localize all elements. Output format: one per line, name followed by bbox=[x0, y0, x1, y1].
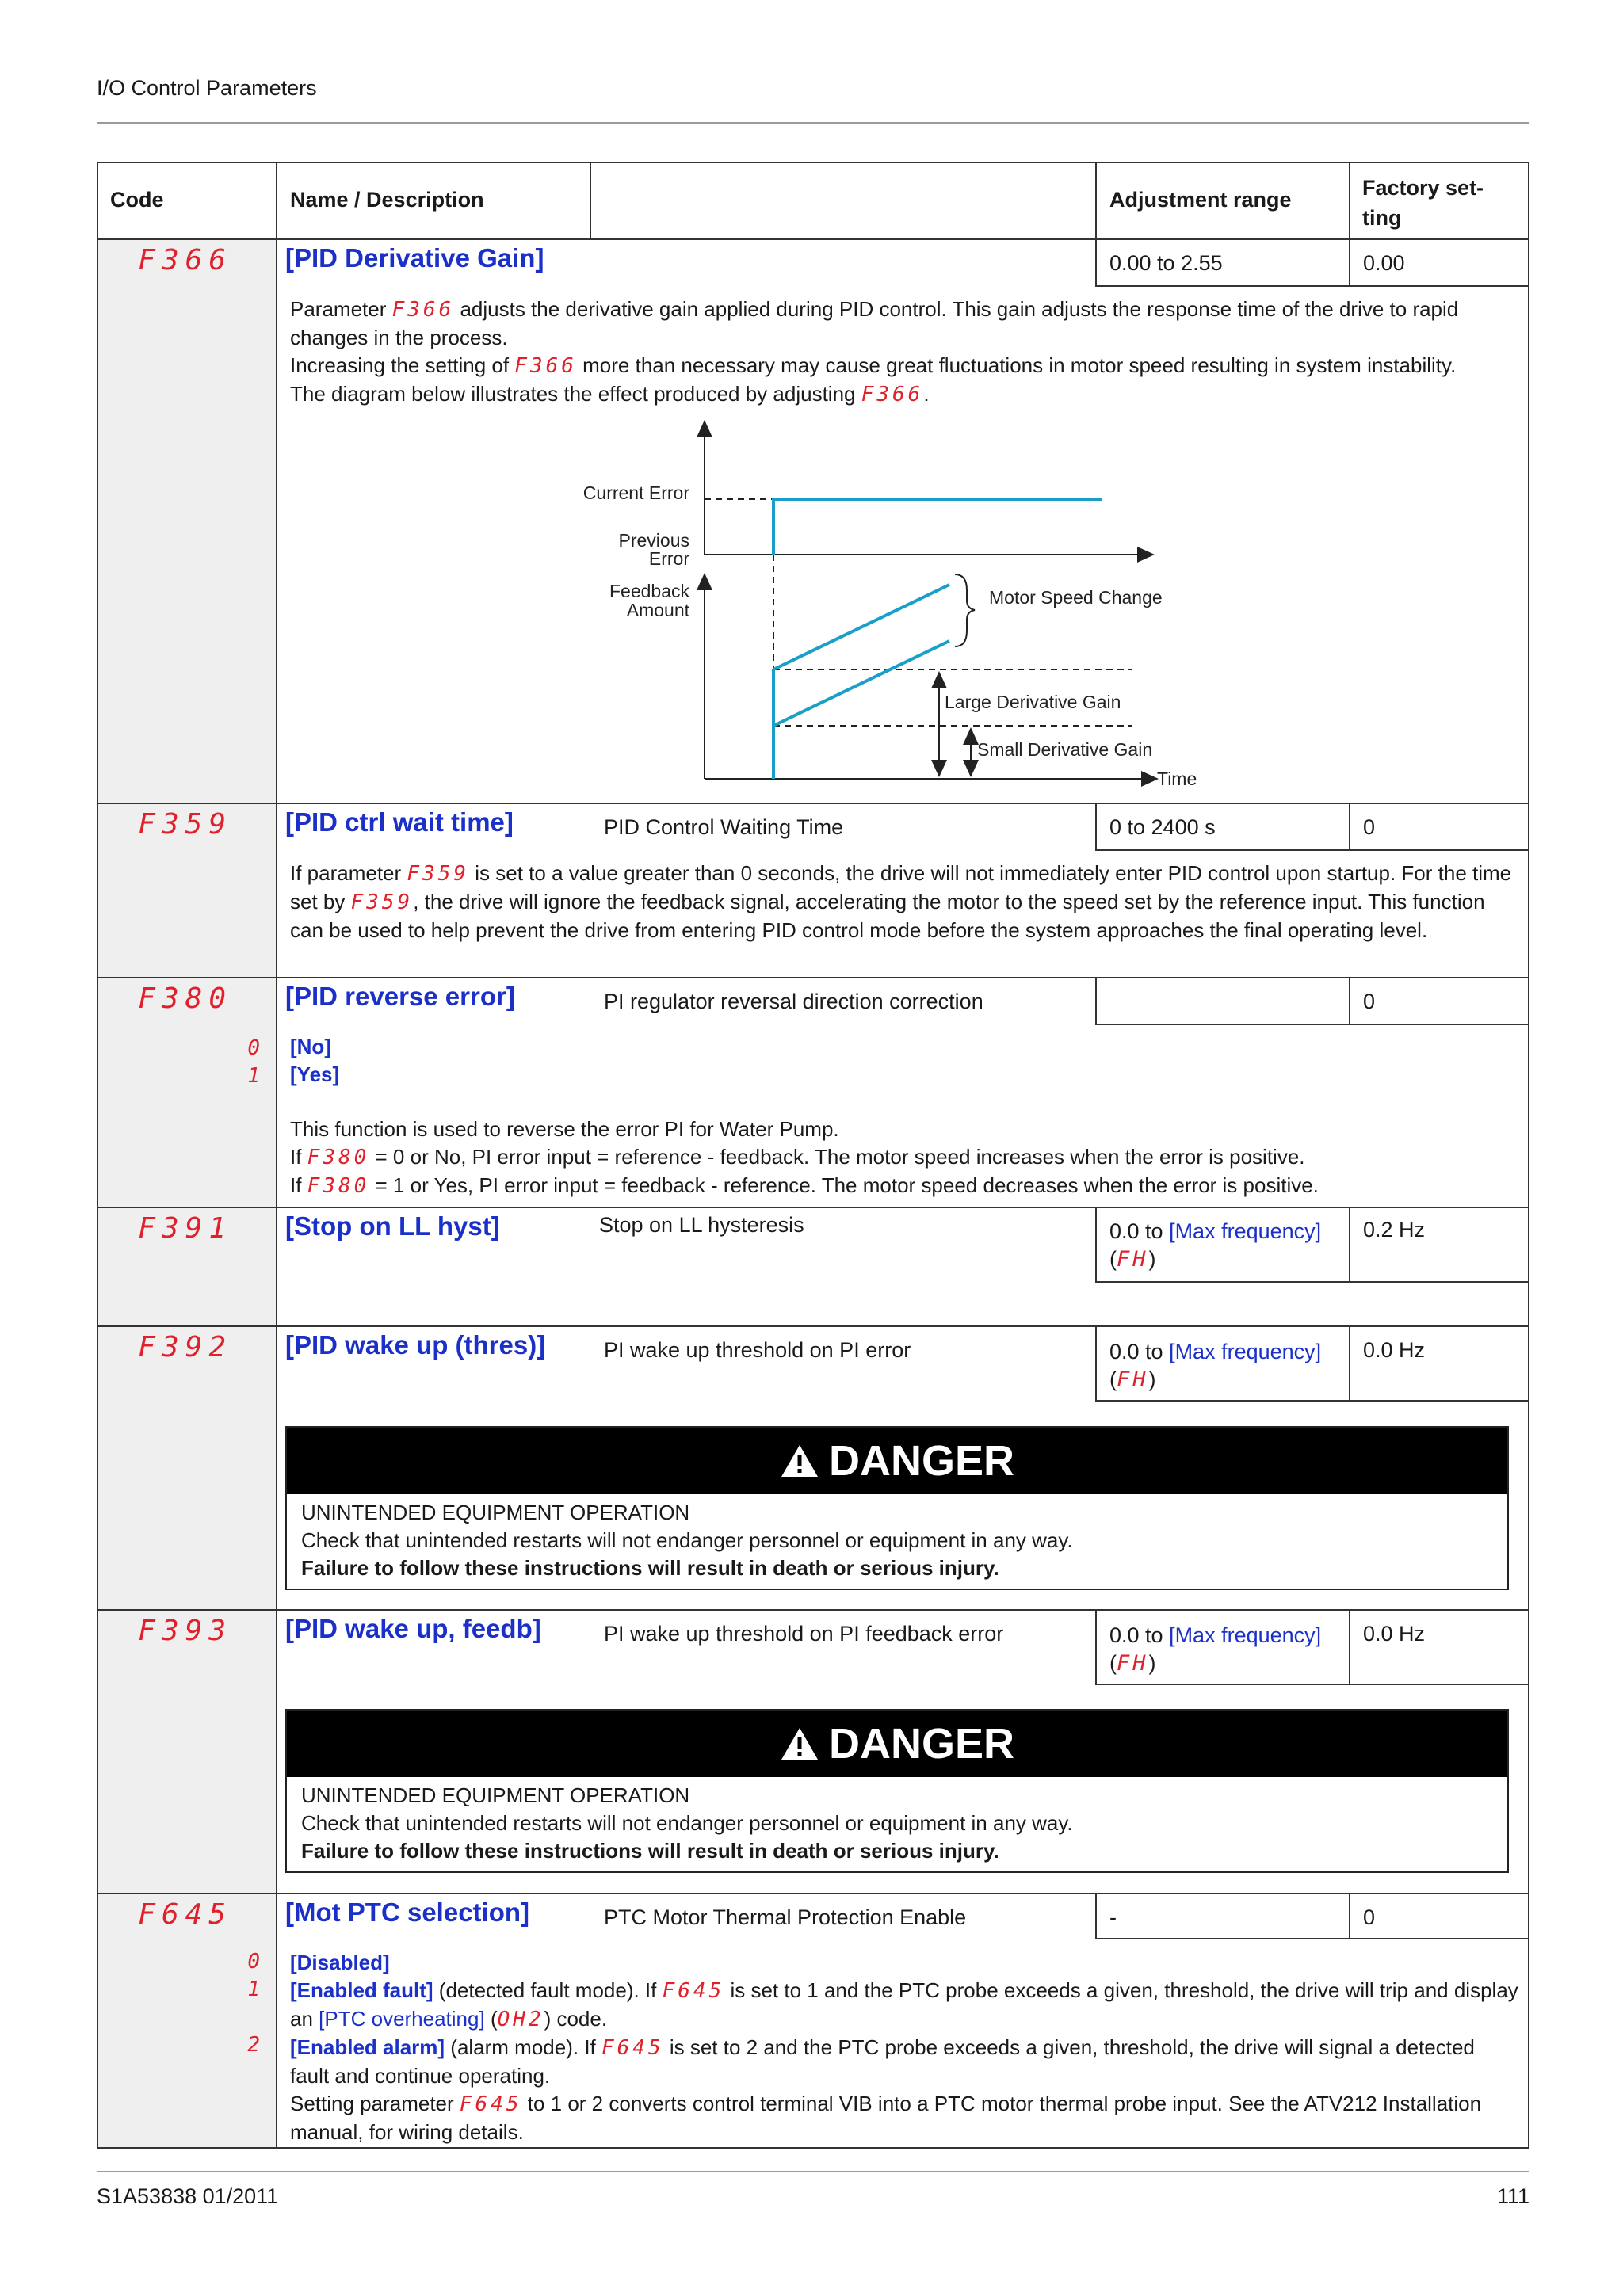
table-border bbox=[1349, 977, 1350, 1024]
value-label-yes: [Yes] bbox=[290, 1062, 340, 1086]
label-time: Time bbox=[1157, 769, 1197, 789]
factory-setting: 0.00 bbox=[1363, 251, 1405, 275]
factory-setting: 0.2 Hz bbox=[1363, 1218, 1426, 1241]
param-name: [PID ctrl wait time] bbox=[285, 807, 514, 837]
label-motor-speed-change: Motor Speed Change bbox=[989, 587, 1163, 608]
param-name: [PID wake up (thres)] bbox=[285, 1330, 546, 1360]
page-header: I/O Control Parameters bbox=[97, 76, 317, 100]
table-border bbox=[1095, 1609, 1097, 1684]
table-border bbox=[97, 1325, 1529, 1327]
table-border bbox=[97, 2147, 1529, 2149]
table-border bbox=[1095, 1281, 1529, 1283]
param-name: [Mot PTC selection] bbox=[285, 1897, 530, 1927]
table-border bbox=[1095, 849, 1529, 851]
large-gain-ramp bbox=[773, 585, 949, 669]
code-cell-bg bbox=[97, 240, 276, 803]
warning-triangle-icon bbox=[780, 1444, 819, 1478]
code-cell-bg bbox=[97, 1327, 276, 1609]
param-short-desc: PI regulator reversal direction correction bbox=[604, 990, 983, 1013]
table-border bbox=[1528, 162, 1529, 2149]
header-rule bbox=[97, 122, 1529, 124]
col-header-range: Adjustment range bbox=[1109, 188, 1292, 212]
label-feedback-1: Feedback bbox=[609, 581, 689, 601]
param-description: This function is used to reverse the error PI for Water Pump. If F380 = 0 or No, PI error input = reference - feedback. The motor speed increases when the error is positive. If F380 = 1 or Yes, PI error input = feedback - reference. The motor speed decreases when the error is positive. bbox=[290, 1117, 1319, 1198]
param-description: If parameter F359 is set to a value greater than 0 seconds, the drive will not immediately enter PID control upon startup. For the time set by F359, the drive will ignore the feedback signal, accelerating the motor to the speed set by the reference input. This function can be used to help prevent the drive from entering PID control mode before the system approaches the final operating level. bbox=[290, 861, 1512, 942]
param-code: F393 bbox=[138, 1615, 232, 1647]
adjustment-range: - bbox=[1109, 1905, 1117, 1929]
table-border bbox=[276, 162, 277, 2149]
table-border bbox=[1349, 1609, 1350, 1684]
table-border bbox=[1095, 1207, 1097, 1282]
danger-warning: Failure to follow these instructions will result in death or serious injury. bbox=[301, 1556, 999, 1580]
small-gain-ramp bbox=[773, 641, 949, 726]
table-border bbox=[97, 803, 1529, 804]
table-border bbox=[1095, 1684, 1529, 1685]
danger-line: Check that unintended restarts will not endanger personnel or equipment in any way. bbox=[301, 1528, 1073, 1552]
param-description: Parameter F366 adjusts the derivative gain applied during PID control. This gain adjusts the response time of the drive to rapid changes in the process. Increasing the setting of F366 more than necessary may cause great fluctuations in motor speed resulting in system instability. The diagram below illustrates the effect produced by adjusting F366. bbox=[290, 297, 1459, 406]
table-border bbox=[1349, 803, 1350, 850]
value-code: 0 bbox=[247, 1036, 260, 1060]
table-border bbox=[97, 977, 1529, 978]
label-previous-error-2: Error bbox=[648, 548, 689, 569]
adjustment-range: 0.0 to [Max frequency] (FH) bbox=[1109, 1219, 1322, 1272]
label-feedback-2: Amount bbox=[626, 600, 689, 620]
param-code: F391 bbox=[138, 1212, 232, 1245]
value-code: 1 bbox=[247, 1064, 260, 1088]
param-short-desc: Stop on LL hysteresis bbox=[599, 1213, 804, 1237]
table-border bbox=[97, 162, 98, 2149]
factory-setting: 0.0 Hz bbox=[1363, 1338, 1426, 1362]
col-header-factory: Factory set- ting bbox=[1362, 176, 1484, 230]
adjustment-range: 0.0 to [Max frequency] (FH) bbox=[1109, 1623, 1322, 1676]
factory-setting: 0 bbox=[1363, 990, 1376, 1013]
code-cell-bg bbox=[97, 1611, 276, 1893]
param-code: F366 bbox=[138, 244, 232, 277]
danger-warning: Failure to follow these instructions will result in death or serious injury. bbox=[301, 1839, 999, 1863]
adjustment-range: 0.0 to [Max frequency] (FH) bbox=[1109, 1340, 1322, 1392]
document-id: S1A53838 01/2011 bbox=[97, 2184, 279, 2208]
table-border bbox=[97, 1893, 1529, 1894]
param-code: F392 bbox=[138, 1331, 232, 1363]
error-step-line bbox=[773, 499, 1102, 555]
pid-derivative-diagram bbox=[555, 412, 1252, 800]
danger-line: UNINTENDED EQUIPMENT OPERATION bbox=[301, 1783, 690, 1807]
param-code: F359 bbox=[138, 808, 232, 841]
col-header-name: Name / Description bbox=[290, 188, 484, 212]
factory-setting: 0 bbox=[1363, 1905, 1376, 1929]
table-border bbox=[1095, 1325, 1097, 1401]
table-border bbox=[590, 162, 591, 239]
factory-setting: 0.0 Hz bbox=[1363, 1622, 1426, 1646]
table-border bbox=[1349, 1325, 1350, 1401]
table-border bbox=[97, 1207, 1529, 1208]
label-previous-error-1: Previous bbox=[618, 530, 689, 551]
danger-header: DANGER bbox=[287, 1428, 1507, 1494]
param-short-desc: PI wake up threshold on PI error bbox=[604, 1338, 911, 1362]
table-border bbox=[1095, 1400, 1529, 1402]
table-border bbox=[1095, 1938, 1529, 1939]
footer-rule bbox=[97, 2171, 1529, 2172]
param-code: F380 bbox=[138, 982, 232, 1015]
param-name: [PID wake up, feedb] bbox=[285, 1614, 541, 1643]
label-current-error: Current Error bbox=[582, 482, 689, 503]
table-border bbox=[1095, 803, 1097, 850]
value-label-no: [No] bbox=[290, 1035, 331, 1058]
warning-triangle-icon bbox=[780, 1726, 819, 1761]
table-border bbox=[1349, 162, 1350, 285]
param-short-desc: PI wake up threshold on PI feedback error bbox=[604, 1622, 1004, 1646]
factory-setting: 0 bbox=[1363, 815, 1376, 839]
adjustment-range: 0.00 to 2.55 bbox=[1109, 251, 1223, 275]
value-code: 2 bbox=[247, 2033, 260, 2057]
value-code: 1 bbox=[247, 1978, 260, 2001]
param-short-desc: PTC Motor Thermal Protection Enable bbox=[604, 1905, 967, 1929]
table-border bbox=[97, 162, 1529, 163]
param-name: [PID Derivative Gain] bbox=[285, 243, 544, 273]
col-header-code: Code bbox=[110, 188, 164, 212]
danger-header: DANGER bbox=[287, 1711, 1507, 1777]
motor-speed-brace bbox=[955, 574, 975, 646]
param-short-desc: PID Control Waiting Time bbox=[604, 815, 844, 839]
page-number: 111 bbox=[1496, 2184, 1529, 2208]
table-border bbox=[1095, 285, 1529, 287]
param-name: [Stop on LL hyst] bbox=[285, 1211, 500, 1241]
danger-box bbox=[285, 1709, 1509, 1873]
table-border bbox=[1095, 162, 1097, 285]
danger-box bbox=[285, 1426, 1509, 1590]
table-border bbox=[97, 1609, 1529, 1611]
label-small-gain: Small Derivative Gain bbox=[977, 739, 1153, 760]
adjustment-range: 0 to 2400 s bbox=[1109, 815, 1216, 839]
table-border bbox=[1349, 1207, 1350, 1282]
table-border bbox=[1095, 1024, 1529, 1025]
param-code: F645 bbox=[138, 1898, 232, 1931]
table-border bbox=[97, 238, 1529, 240]
param-description: [Disabled] [Enabled fault] (detected fault mode). If F645 is set to 1 and the PTC probe exceeds a given, threshold, the drive will trip and display an [PTC overheating] (OH2) code. [Enabled alarm] (alarm mode). If F645 is set to 2 and the PTC probe exceeds a given, threshold, the drive will signal a detected fault and continue operating. Setting parameter F645 to 1 or 2 converts control terminal VIB into a PTC motor thermal probe input. See the ATV212 Installation manual, for wiring details. bbox=[290, 1951, 1518, 2144]
danger-line: UNINTENDED EQUIPMENT OPERATION bbox=[301, 1501, 690, 1524]
value-code: 0 bbox=[247, 1950, 260, 1974]
table-border bbox=[1095, 1893, 1097, 1939]
code-cell-bg bbox=[97, 1894, 276, 2148]
danger-line: Check that unintended restarts will not endanger personnel or equipment in any way. bbox=[301, 1811, 1073, 1835]
table-border bbox=[1095, 977, 1097, 1024]
label-large-gain: Large Derivative Gain bbox=[945, 692, 1121, 712]
param-name: [PID reverse error] bbox=[285, 982, 515, 1011]
table-border bbox=[1349, 1893, 1350, 1939]
